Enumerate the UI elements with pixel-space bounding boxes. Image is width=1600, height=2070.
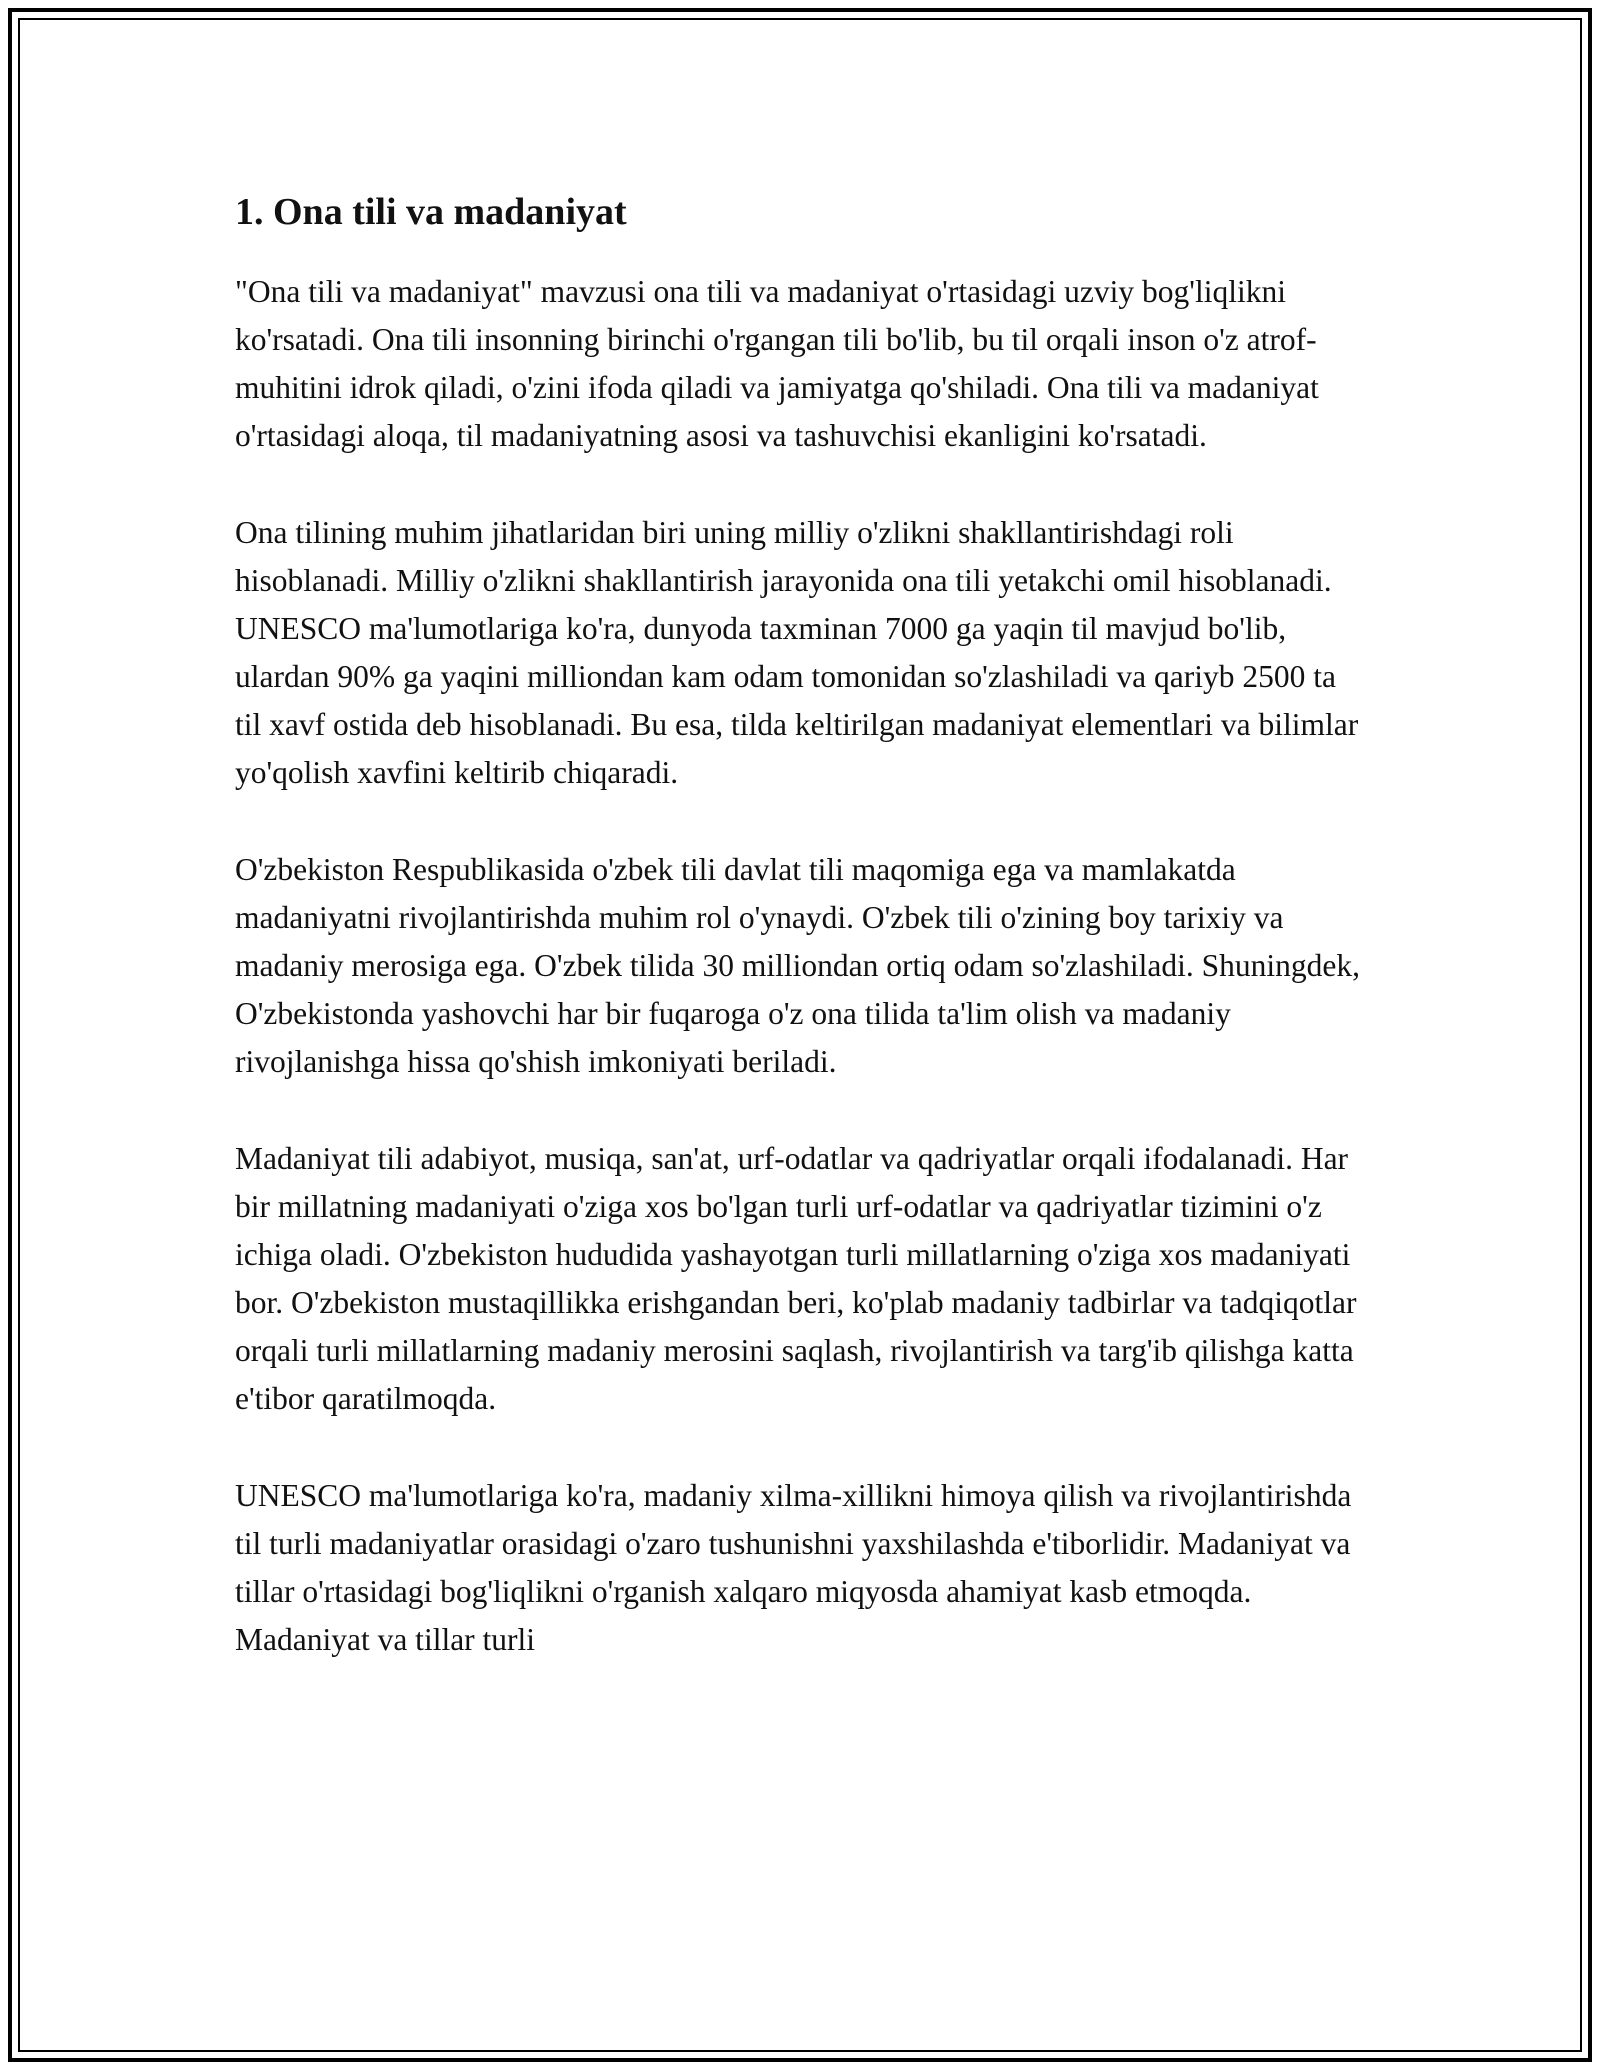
document-body [235, 186, 1370, 1713]
paragraph-4: Madaniyat tili adabiyot, musiqa, san'at, urf-odatlar va qadriyatlar orqali ifodalanadi. Har bir millatning madaniyati o'ziga xos bo'lgan turli urf-odatlar va qadriyatlar tizimini o'z ichiga oladi. O'zbekiston hududida yashayotgan turli millatlarning o'ziga xos madaniyati bor. O'zbekiston mustaqillikka erishgandan beri, ko'plab madaniy tadbirlar va tadqiqotlar orqali turli millatlarning madaniy merosini saqlash, rivojlantirish va targ'ib qilishga katta e'tibor qaratilmoqda. [235, 1141, 1357, 1416]
paragraph-1: "Ona tili va madaniyat" mavzusi ona tili va madaniyat o'rtasidagi uzviy bog'liqlikni ko'rsatadi. Ona tili insonning birinchi o'rgangan tili bo'lib, bu til orqali inson o'z atrof-muhitini idrok qiladi, o'zini ifoda qiladi va jamiyatga qo'shiladi. Ona tili va madaniyat o'rtasidagi aloqa, til madaniyatning asosi va tashuvchisi ekanligini ko'rsatadi. [235, 274, 1319, 453]
paragraph-2: Ona tilining muhim jihatlaridan biri uning milliy o'zlikni shakllantirishdagi roli hisoblanadi. Milliy o'zlikni shakllantirish jarayonida ona tili yetakchi omil hisoblanadi. UNESCO ma'lumotlariga ko'ra, dunyoda taxminan 7000 ga yaqin til mavjud bo'lib, ulardan 90% ga yaqini milliondan kam odam tomonidan so'zlashiladi va qariyb 2500 ta til xavf ostida deb hisoblanadi. Bu esa, tilda keltirilgan madaniyat elementlari va bilimlar yo'qolish xavfini keltirib chiqaradi. [235, 515, 1359, 790]
paragraph-5: UNESCO ma'lumotlariga ko'ra, madaniy xilma-xillikni himoya qilish va rivojlantirishda til turli madaniyatlar orasidagi o'zaro tushunishni yaxshilashda e'tiborlidir. Madaniyat va tillar o'rtasidagi bog'liqlikni o'rganish xalqaro miqyosda ahamiyat kasb etmoqda. Madaniyat va tillar turli [235, 1478, 1352, 1657]
paragraph-3: O'zbekiston Respublikasida o'zbek tili davlat tili maqomiga ega va mamlakatda madaniyatni rivojlantirishda muhim rol o'ynaydi. O'zbek tili o'zining boy tarixiy va madaniy merosiga ega. O'zbek tilida 30 milliondan ortiq odam so'zlashiladi. Shuningdek, O'zbekistonda yashovchi har bir fuqaroga o'z ona tilida ta'lim olish va madaniy rivojlanishga hissa qo'shish imkoniyati beriladi. [235, 852, 1361, 1079]
section-title: 1. Ona tili va madaniyat [235, 191, 627, 233]
